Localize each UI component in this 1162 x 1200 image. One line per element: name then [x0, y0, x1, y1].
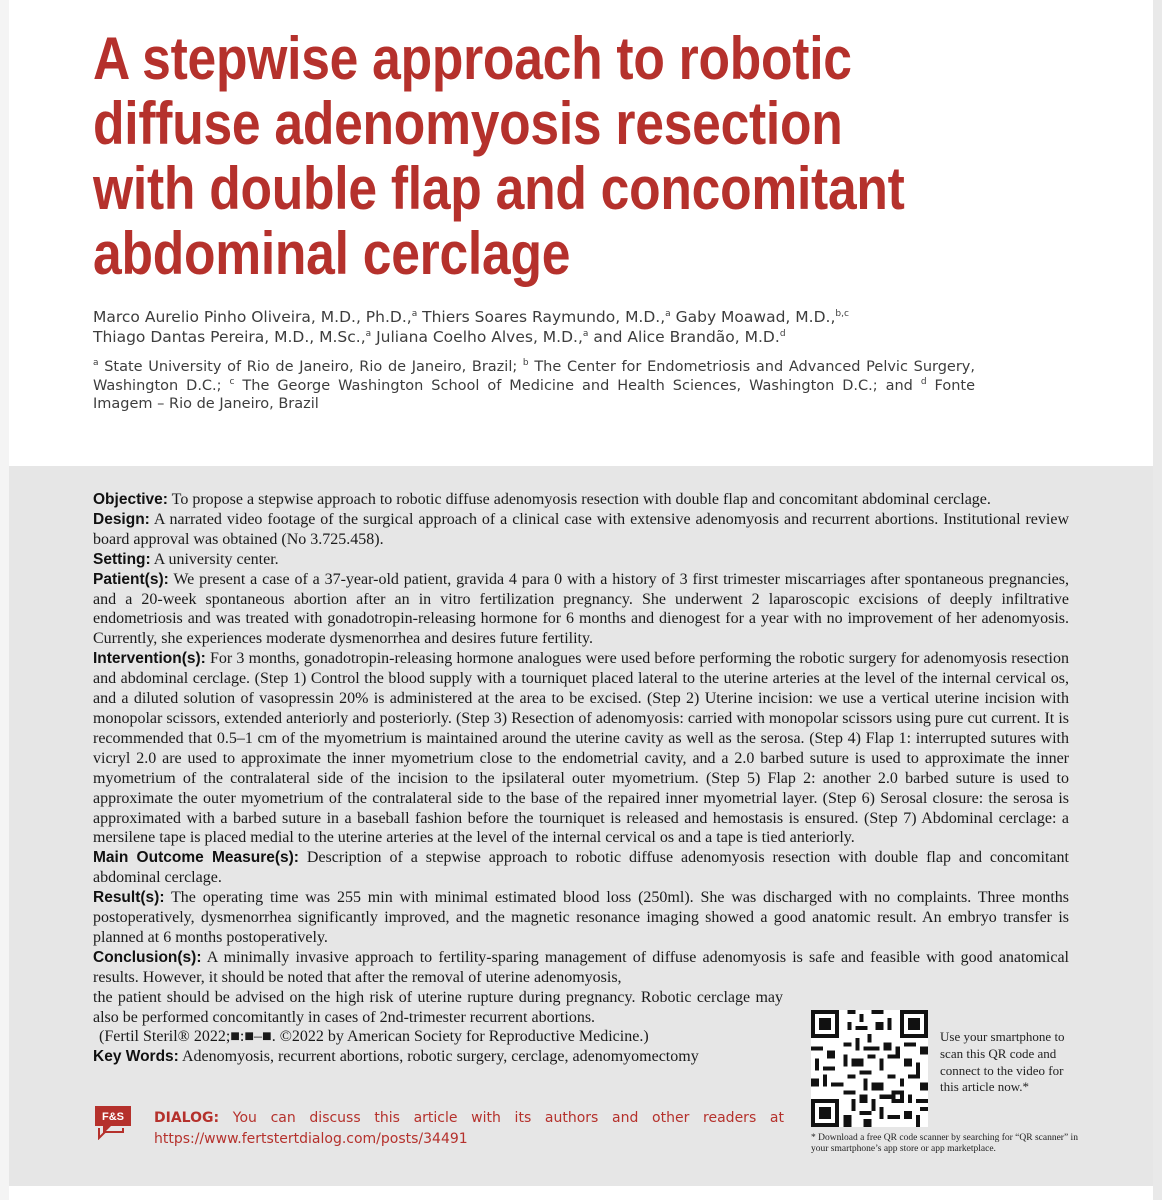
- author: Thiers Soares Raymundo, M.D.,: [422, 308, 666, 326]
- section-label: Intervention(s):: [93, 650, 206, 668]
- abstract-objective: [93, 490, 1069, 510]
- abstract-patients: [93, 570, 1069, 650]
- fs-logo-text: F&S: [102, 1111, 124, 1123]
- qr-footnote: * Download a free QR code scanner by searching for “QR scanner” in your smartphone’s app store or app marketplace.: [811, 1133, 1078, 1154]
- author-affil-mark: d: [779, 329, 786, 339]
- abstract-main-outcome: [93, 848, 1069, 888]
- citation: (Fertil Steril® 2022;■:■–■. ©2022 by American Society for Reproductive Medicine.): [99, 1028, 649, 1046]
- section-label: Result(s):: [93, 889, 165, 907]
- abstract-design: [93, 510, 1069, 550]
- section-label: Design:: [93, 510, 150, 528]
- dialog-label: DIALOG:: [154, 1110, 220, 1126]
- abstract-conclusions-cont: the patient should be advised on the high risk of uterine rupture during pregnancy. Robotic cerclage may also be performed concomitantly in cases of 2nd-trimester recurrent abortions.: [93, 988, 783, 1026]
- affiliation: State University of Rio de Janeiro, Rio de Janeiro, Brazil;: [98, 359, 523, 375]
- affil-mark: a: [93, 358, 99, 368]
- affil-mark: b: [522, 358, 529, 368]
- abstract-setting: [93, 550, 1069, 570]
- section-label: Patient(s):: [93, 570, 169, 588]
- author: Juliana Coelho Alves, M.D.,: [376, 328, 583, 346]
- section-text: A narrated video footage of the surgical approach of a clinical case with extensive adenomyosis and recurrent abortions. Institutional review board approval was obtained (No 3.725.458).: [93, 510, 1069, 548]
- author-list: [93, 307, 993, 347]
- section-text: A minimally invasive approach to fertility-sparing management of diffuse adenomyosis is safe and feasible with good anatomical results. However, it should be noted that after the removal of uterine adenomyosis,: [93, 948, 1069, 986]
- affil-mark: c: [229, 376, 235, 387]
- page-edge: [1153, 0, 1162, 1200]
- author: Gaby Moawad, M.D.,: [675, 308, 836, 326]
- affiliation: Fonte Imagem – Rio de Janeiro, Brazil: [93, 377, 975, 412]
- author-affil-mark: a: [365, 329, 372, 339]
- author: and Alice Brandão, M.D.: [593, 328, 780, 346]
- section-label: Key Words:: [93, 1048, 179, 1066]
- qr-code-icon[interactable]: [811, 1010, 928, 1127]
- affiliation: The Center for Endometriosis and Advanced Pelvic Surgery, Washington D.C.;: [93, 359, 975, 394]
- abstract-keywords: [93, 1047, 783, 1067]
- section-text: Adenomyosis, recurrent abortions, robotic surgery, cerclage, adenomyomectomy: [178, 1048, 699, 1066]
- abstract: [93, 490, 1069, 1067]
- section-text: A university center.: [150, 550, 279, 568]
- author-affil-mark: b,c: [835, 309, 849, 319]
- section-text: Description of a stepwise approach to robotic diffuse adenomyosis resection with double flap and concomitant abdominal cerclage.: [93, 849, 1069, 887]
- section-label: Objective:: [93, 491, 168, 508]
- dialog-link[interactable]: You can discuss this article with its authors and other readers at https://www.fertstertdialog.com/posts/34491: [154, 1110, 784, 1147]
- author-affil-mark: a: [665, 309, 671, 319]
- affil-mark: d: [920, 376, 927, 387]
- fs-dialog-logo-icon: [93, 1104, 133, 1140]
- section-text: The operating time was 255 min with minimal estimated blood loss (250ml). She was discharged with no complaints. Three months postoperatively, dysmenorrhea significantly improved, and the magnetic resonance imaging showed a good anatomic result. An embryo transfer is planned at 6 months postoperatively.: [93, 889, 1069, 946]
- section-label: Setting:: [93, 550, 151, 568]
- qr-caption: Use your smartphone to scan this QR code and connect to the video for this article now.*: [940, 1029, 1065, 1095]
- author-affil-mark: a: [582, 329, 589, 339]
- author: Marco Aurelio Pinho Oliveira, M.D., Ph.D.,: [93, 308, 412, 326]
- section-text: To propose a stepwise approach to robotic diffuse adenomyosis resection with double flap and concomitant abdominal cerclage.: [167, 491, 991, 508]
- section-label: Main Outcome Measure(s):: [93, 849, 299, 867]
- abstract-interventions: [93, 649, 1069, 848]
- abstract-results: [93, 888, 1069, 948]
- section-label: Conclusion(s):: [93, 948, 202, 966]
- article-title: A stepwise approach to robotic diffuse adenomyosis resection with double flap and concomitant abdominal cerclage: [93, 25, 905, 287]
- author: Thiago Dantas Pereira, M.D., M.Sc.,: [93, 328, 366, 346]
- abstract-conclusions: [93, 948, 1069, 988]
- section-text: For 3 months, gonadotropin-releasing hormone analogues were used before performing the robotic surgery for adenomyosis resection and abdominal cerclage. (Step 1) Control the blood supply with a tourniquet placed lateral to the uterine arteries at the level of the internal cervical os, and a diluted solution of vasopressin 20% is administered at the area to be excised. (Step 2) Uterine incision: we use a vertical uterine incision with monopolar scissors, extended anteriorly and posteriorly. (Step 3) Resection of adenomyosis: carried with monopolar scissors using pure cut current. It is recommended that 0.5–1 cm of the myometrium is maintained around the uterine cavity as well as the serosa. (Step 4) Flap 1: interrupted sutures with vicryl 2.0 are used to approximate the inner myometrium close to the endometrial cavity, and a 2.0 barbed suture is used to approximate the inner myometrium of the contralateral side of the incision to the ipsilateral outer myometrium. (Step 5) Flap 2: another 2.0 barbed suture is used to approximate the outer myometrium of the contralateral side to the base of the repaired inner myometrial layer. (Step 6) Serosal closure: the serosa is approximated with a barbed suture in a baseball fashion before the tourniquet is released and hemostasis is ensured. (Step 7) Abdominal cerclage: a mersilene tape is placed medial to the uterine arteries at the level of the internal cervical os and a tape is tied anteriorly.: [93, 650, 1069, 847]
- affiliations: [93, 358, 975, 414]
- author-affil-mark: a: [411, 309, 418, 319]
- section-text: We present a case of a 37-year-old patient, gravida 4 para 0 with a history of 3 first trimester miscarriages after spontaneous pregnancies, and a 20-week spontaneous abortion after an in vitro fertilization pregnancy. She underwent 2 laparoscopic excisions of deeply infiltrative endometriosis and was treated with gonadotropin-releasing hormone for 6 months and dienogest for a year with no improvement of her adenomyosis. Currently, she experiences moderate dysmenorrhea and desires future fertility.: [93, 570, 1069, 648]
- affiliation: The George Washington School of Medicine and Health Sciences, Washington D.C.; and: [234, 377, 921, 394]
- dialog-note: [154, 1108, 784, 1150]
